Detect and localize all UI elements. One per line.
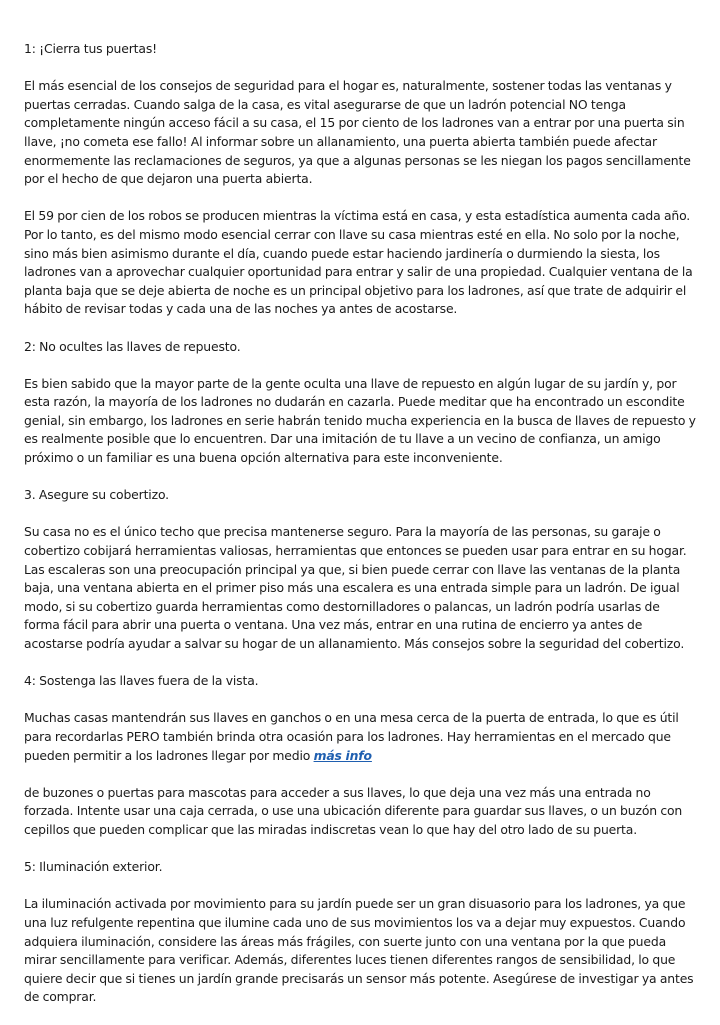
more-info-link[interactable]: más info (313, 747, 372, 763)
paragraph-1-1: El más esencial de los consejos de seguridad para el hogar es, naturalmente, sostener todas las ventanas y puertas cerradas. Cuando salga de la casa, es vital asegurarse de que un ladrón potencial NO tenga completamente ningún acceso fácil a su casa, el 15 por ciento de los ladrones van a entrar por una puerta sin llave, ¡no cometa ese fallo! Al informar sobre un allanamiento, una puerta abierta también puede afectar enormemente las reclamaciones de seguros, ya que a algunas personas se les niegan los pagos sencillamente por el hecho de que dejaron una puerta abierta. (24, 78, 691, 187)
document-page (24, 40, 696, 1025)
section-heading-4: 4: Sostenga las llaves fuera de la vista. (24, 673, 259, 689)
section-heading-1: 1: ¡Cierra tus puertas! (24, 41, 157, 56)
section-heading-5: 5: Iluminación exterior. (24, 859, 163, 875)
paragraph-4-1 (24, 709, 696, 765)
paragraph-1-2: El 59 por cien de los robos se producen mientras la víctima está en casa, y esta estadística aumenta cada año. Por lo tanto, es del mismo modo esencial cerrar con llave su casa mientras esté en ella. No solo por la noche, sino más bien asimismo durante el día, cuando puede estar haciendo jardinería o durmiendo la siesta, los ladrones van a aprovechar cualquier oportunidad para entrar y salir de una propiedad. Cualquier ventana de la planta baja que se deje abierta de noche es un principal objetivo para los ladrones, así que trate de adquirir el hábito de revisar todas y cada una de las noches ya antes de acostarse. (24, 208, 693, 317)
paragraph-2-1: Es bien sabido que la mayor parte de la gente oculta una llave de repuesto en algún lugar de su jardín y, por esta razón, la mayoría de los ladrones no dudarán en cazarla. Puede meditar que ha encontrado un escondite genial, sin embargo, los ladrones en serie habrán tenido mucha experiencia en la busca de llaves de repuesto y es realmente posible que lo encuentren. Dar una imitación de tu llave a un vecino de confianza, un amigo próximo o un familiar es una buena opción alternativa para este inconveniente. (24, 375, 696, 466)
paragraph-3-1: Su casa no es el único techo que precisa mantenerse seguro. Para la mayoría de las personas, su garaje o cobertizo cobijará herramientas valiosas, herramientas que entonces se pueden usar para entrar en su hogar. Las escaleras son una preocupación principal ya que, si bien puede cerrar con llave las ventanas de la planta baja, una ventana abierta en el primer piso más una escalera es una entrada simple para un ladrón. De igual modo, si su cobertizo guarda herramientas como destornilladores o palancas, un ladrón podría usarlas de forma fácil para abrir una puerta o ventana. Una vez más, entrar en una rutina de encierro ya antes de acostarse podría ayudar a salvar su hogar de un allanamiento. Más consejos sobre la seguridad del cobertizo. (24, 524, 687, 651)
paragraph-4-1-text: Muchas casas mantendrán sus llaves en ganchos o en una mesa cerca de la puerta de entrada, lo que es útil para recordarlas PERO también brinda otra ocasión para los ladrones. Hay herramientas en el mercado que pueden permitir a los ladrones llegar por medio (24, 710, 679, 763)
section-heading-2: 2: No ocultes las llaves de repuesto. (24, 338, 241, 354)
section-heading-3: 3. Asegure su cobertizo. (24, 487, 169, 503)
paragraph-4-2: de buzones o puertas para mascotas para acceder a sus llaves, lo que deja una vez más una entrada no forzada. Intente usar una caja cerrada, o use una ubicación diferente para guardar sus llaves, o un buzón con cepillos que pueden complicar que las miradas indiscretas vean lo que hay del otro lado de su puerta. (24, 784, 683, 837)
paragraph-5-1: La iluminación activada por movimiento para su jardín puede ser un gran disuasorio para los ladrones, ya que una luz refulgente repentina que ilumine cada uno de sus movimientos los va a dejar muy expuestos. Cuando adquiera iluminación, considere las áreas más frágiles, con suerte junto con una ventana por la que pueda mirar sencillamente para verificar. Además, diferentes luces tienen diferentes rangos de sensibilidad, lo que quiere decir que si tienes un jardín grande precisarás un sensor más potente. Asegúrese de investigar ya antes de comprar. (24, 896, 694, 1005)
